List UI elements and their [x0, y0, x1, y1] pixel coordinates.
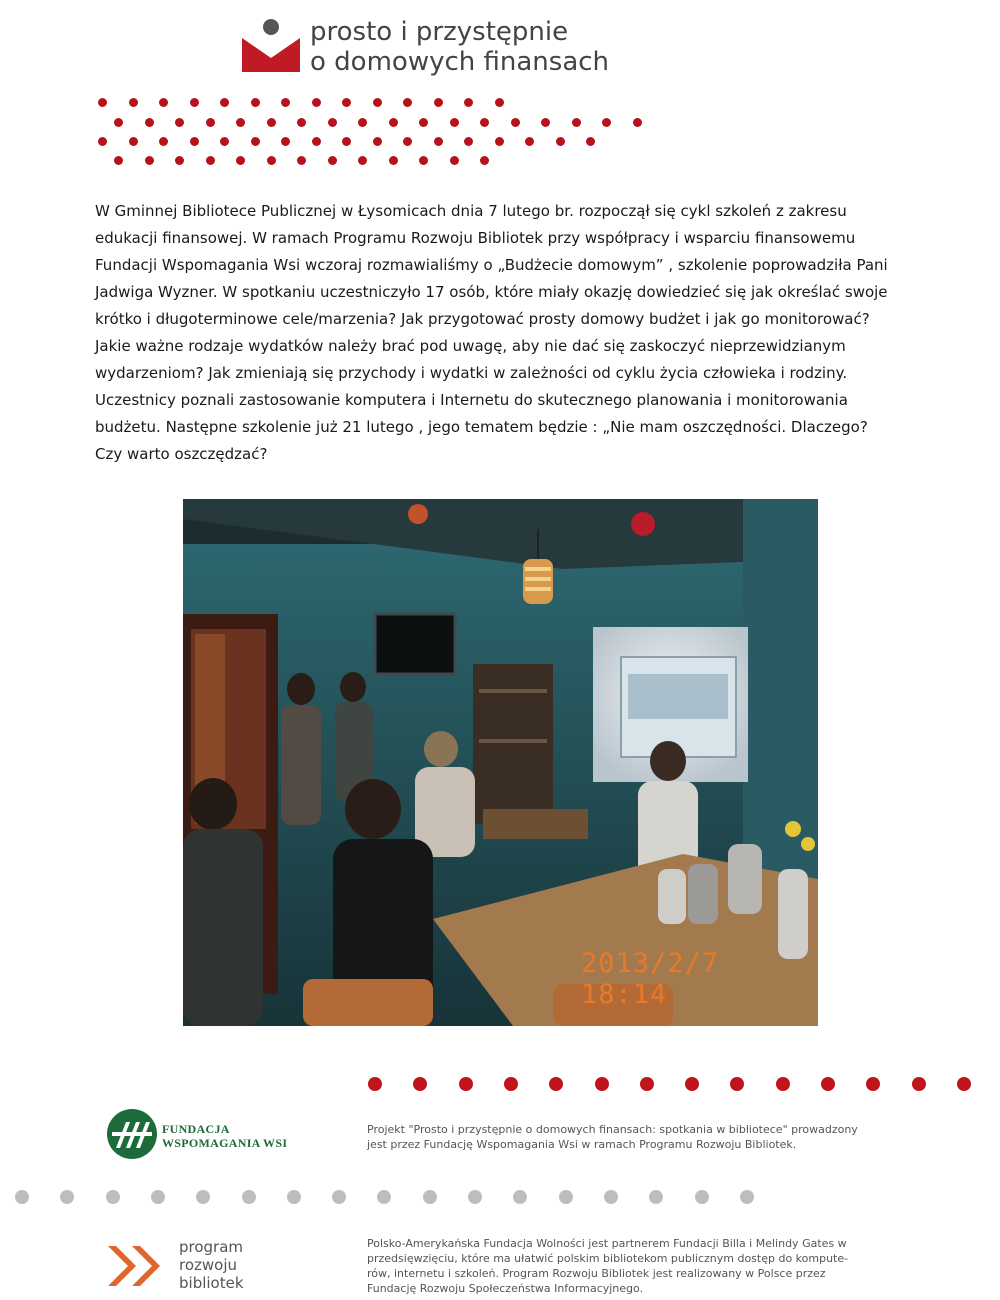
fws-logo-icon	[106, 1108, 158, 1160]
decor-dot	[649, 1190, 663, 1204]
fws-description	[367, 1122, 858, 1152]
decor-dot	[114, 118, 123, 127]
decor-dot	[328, 118, 337, 127]
decor-dot	[556, 137, 565, 146]
fws-text-line-2: jest przez Fundację Wspomagania Wsi w ramach Programu Rozwoju Bibliotek.	[367, 1138, 797, 1151]
logo-text	[310, 17, 609, 77]
decor-dot	[511, 118, 520, 127]
decor-dot	[434, 137, 443, 146]
decor-dot	[159, 98, 168, 107]
prb-text-line-1: Polsko-Amerykańska Fundacja Wolności jest partnerem Fundacji Billa i Melindy Gates w	[367, 1237, 847, 1250]
decor-dot	[281, 98, 290, 107]
prb-logo-icon	[106, 1244, 166, 1288]
decor-dot	[468, 1190, 482, 1204]
decor-dot	[866, 1077, 880, 1091]
decor-dot	[220, 98, 229, 107]
decor-dot	[572, 118, 581, 127]
decor-dot	[559, 1190, 573, 1204]
decor-dot	[251, 137, 260, 146]
decor-dot	[129, 137, 138, 146]
decor-dot	[633, 118, 642, 127]
decor-dot	[495, 98, 504, 107]
decor-dot	[459, 1077, 473, 1091]
decor-dot	[287, 1190, 301, 1204]
decor-dot	[190, 98, 199, 107]
decor-dot	[332, 1190, 346, 1204]
fws-name-line-2: WSPOMAGANIA WSI	[162, 1136, 288, 1150]
decor-dot	[98, 98, 107, 107]
logo-line-2: o domowych finansach	[310, 47, 610, 77]
decor-dot	[450, 156, 459, 165]
decor-dot	[549, 1077, 563, 1091]
decor-dot	[236, 118, 245, 127]
decor-dot	[513, 1190, 527, 1204]
decor-dot	[242, 1190, 256, 1204]
fws-name	[162, 1122, 287, 1150]
decor-dot	[413, 1077, 427, 1091]
decor-dot	[957, 1077, 971, 1091]
decor-dot	[145, 118, 154, 127]
decor-dot	[358, 156, 367, 165]
decor-dot	[281, 137, 290, 146]
decor-dot	[373, 98, 382, 107]
decor-dot	[297, 156, 306, 165]
decor-dot	[267, 118, 276, 127]
decor-dot	[504, 1077, 518, 1091]
decor-dot	[821, 1077, 835, 1091]
logo-line-1: prosto i przystępnie	[310, 17, 569, 47]
decor-dot	[129, 98, 138, 107]
decor-dot	[175, 156, 184, 165]
decor-dot	[730, 1077, 744, 1091]
decor-dot	[220, 137, 229, 146]
decor-dot	[297, 118, 306, 127]
decor-dot	[434, 98, 443, 107]
decor-dot	[685, 1077, 699, 1091]
decor-dot	[358, 118, 367, 127]
decor-dot	[368, 1077, 382, 1091]
prb-name	[179, 1238, 244, 1292]
prb-name-line-3: bibliotek	[179, 1274, 244, 1292]
decor-dot	[159, 137, 168, 146]
decor-dot	[60, 1190, 74, 1204]
photo-timestamp: 2013/2/7 18:14	[581, 948, 720, 1010]
decor-dot	[328, 156, 337, 165]
decor-dot	[480, 156, 489, 165]
decor-dot	[106, 1190, 120, 1204]
decor-dot	[342, 98, 351, 107]
decor-dot	[114, 156, 123, 165]
prb-name-line-1: program	[179, 1238, 244, 1256]
article-paragraph: W Gminnej Bibliotece Publicznej w Łysomicach dnia 7 lutego br. rozpoczął się cykl szkoleń z zakresu edukacji finansowej. W ramach Programu Rozwoju Bibliotek przy współpracy i wsparciu finansowemu Fundacji Wspomagania Wsi wczoraj rozmawialiśmy o „Budżecie domowym” , szkolenie poprowadziła Pani Jadwiga Wyzner. W spotkaniu uczestniczyło 17 osób, które miały okazję dowiedzieć się jak określać swoje krótko i długoterminowe cele/marzenia? Jak przygotować prosty domowy budżet i jak go monitorować? Jakie ważne rodzaje wydatków należy brać pod uwagę, aby nie dać się zaskoczyć nieprzewidzianym wydarzeniom? Jak zmieniają się przychody i wydatki w zależności od cyklu życia człowieka i rodziny. Uczestnicy poznali zastosowanie komputera i Internetu do skutecznego planowania i monitorowania budżetu. Następne szkolenie już 21 lutego , jego tematem będzie : „Nie mam oszczędności. Dlaczego? Czy warto oszczędzać?	[95, 202, 888, 463]
prb-description	[367, 1236, 848, 1296]
fws-text-line-1: Projekt "Prosto i przystępnie o domowych finansach: spotkania w bibliotece" prowadzony	[367, 1123, 858, 1136]
decor-dot	[604, 1190, 618, 1204]
decor-dot	[419, 118, 428, 127]
decor-dot	[389, 118, 398, 127]
logo-mark-icon	[240, 18, 302, 74]
decor-dot	[377, 1190, 391, 1204]
fws-name-line-1: FUNDACJA	[162, 1122, 230, 1136]
decor-dot	[403, 98, 412, 107]
decor-dot	[151, 1190, 165, 1204]
decor-dot	[495, 137, 504, 146]
decor-dot	[525, 137, 534, 146]
decor-dot	[464, 137, 473, 146]
prb-text-line-2: przedsięwzięciu, które ma ułatwić polskim bibliotekom publicznym dostęp do kompute-	[367, 1252, 849, 1265]
decor-dot	[776, 1077, 790, 1091]
decor-dot	[602, 118, 611, 127]
decor-dot	[206, 156, 215, 165]
decor-dot	[373, 137, 382, 146]
prb-name-line-2: rozwoju	[179, 1256, 238, 1274]
decor-dot	[98, 137, 107, 146]
decor-dot	[541, 118, 550, 127]
decor-dot	[206, 118, 215, 127]
decor-dot	[586, 137, 595, 146]
decor-dot	[403, 137, 412, 146]
prb-text-line-3: rów, internetu i szkoleń. Program Rozwoju Bibliotek jest realizowany w Polsce przez	[367, 1267, 826, 1280]
decor-dot	[695, 1190, 709, 1204]
decor-dot	[251, 98, 260, 107]
decor-dot	[389, 156, 398, 165]
decor-dot	[464, 98, 473, 107]
decor-dot	[419, 156, 428, 165]
decor-dot	[190, 137, 199, 146]
decor-dot	[312, 98, 321, 107]
decor-dot	[595, 1077, 609, 1091]
decor-dot	[196, 1190, 210, 1204]
decor-dot	[342, 137, 351, 146]
decor-dot	[236, 156, 245, 165]
decor-dot	[912, 1077, 926, 1091]
decor-dot	[480, 118, 489, 127]
decor-dot	[640, 1077, 654, 1091]
decor-dot	[312, 137, 321, 146]
decor-dot	[15, 1190, 29, 1204]
event-photo	[183, 499, 818, 1026]
decor-dot	[267, 156, 276, 165]
decor-dot	[145, 156, 154, 165]
decor-dot	[740, 1190, 754, 1204]
decor-dot	[450, 118, 459, 127]
prb-text-line-4: Fundację Rozwoju Społeczeństwa Informacyjnego.	[367, 1282, 644, 1295]
decor-dot	[423, 1190, 437, 1204]
decor-dot	[175, 118, 184, 127]
